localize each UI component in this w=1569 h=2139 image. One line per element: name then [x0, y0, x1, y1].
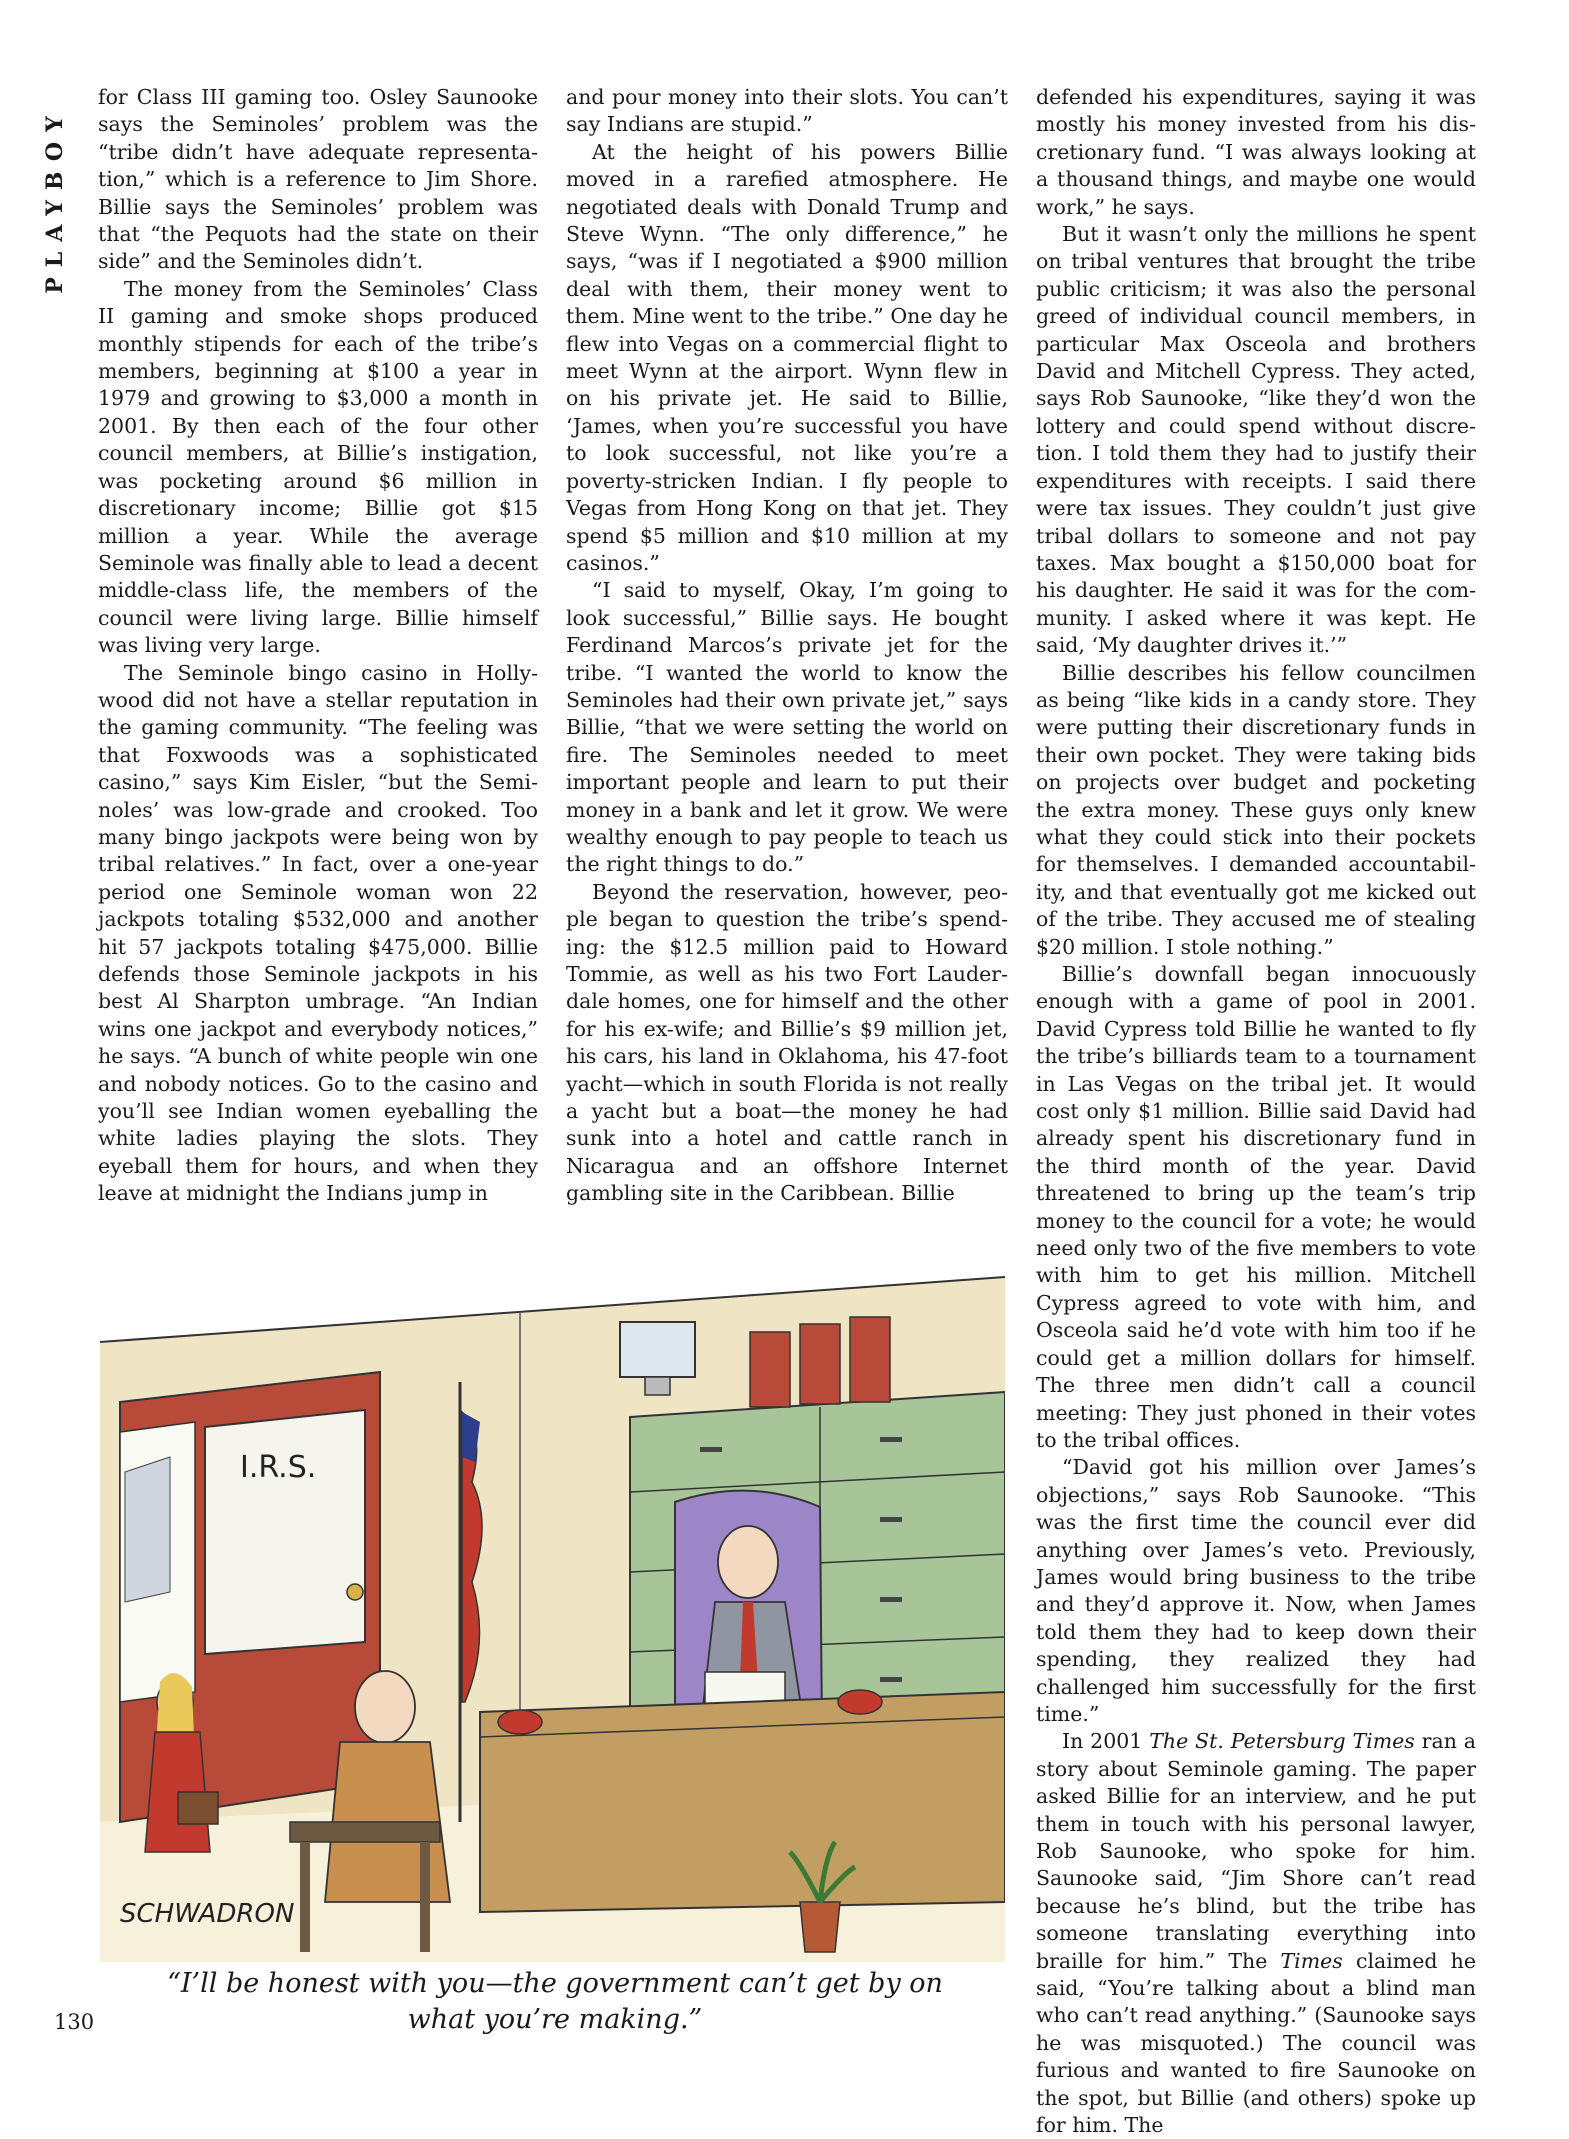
text-column-3: [1036, 84, 1476, 2139]
cartoon-caption: “I’ll be honest with you—the government can’t get by on what you’re making.”: [167, 1968, 943, 2035]
text-column-1: [98, 84, 538, 1208]
paragraph: But it wasn’t only the millions he spent on tribal ventures that brought the tribe public criticism; it was also the personal greed of individual council members, in particular Max Osceola and brothers David and Mitchell Cypress. They acted, says Rob Saunooke, “like they’d won the lottery and could spend without discretion. I told them they had to justify their expenditures with receipts. I said there were tax issues. They couldn’t just give tribal dollars to someone and not pay taxes. Max bought a $150,000 boat for his daughter. He said it was for the community. I asked where it was kept. He said, ‘My daughter drives it.’”: [1036, 222, 1476, 658]
paragraph-with-italics: In 2001 The St. Petersburg Times ran a story about Seminole gaming. The paper asked Billie for an interview, and he put them in touch with his personal lawyer, Rob Saunooke, who spoke for him. Saunooke said, “Jim Shore can’t read because he’s blind, but the tribe has someone translating everything into braille for him.” The Times claimed he said, “You’re talking about a blind man who can’t read anything.” (Saunooke says he was misquoted.) The council was furious and wanted to fire Saunooke on the spot, but Billie (and others) spoke up for him. The: [1036, 1729, 1476, 2138]
paragraph: Billie’s downfall began innocuously enough with a game of pool in 2001. David Cypress told Billie he wanted to fly the tribe’s billiards team to a tournament in Las Vegas on the tribal jet. It would cost only $1 million. Billie said David had already spent his discretionary fund in the third month of the year. David threatened to bring up the team’s trip money to the council for a vote; he would need only two of the five members to vote with him to get his million. Mitchell Cypress agreed to vote with him, and Osceola said he’d vote with him too if he could get a million dollars for himself. The three men didn’t call a council meeting: They just phoned in their votes to the tribal offices.: [1036, 962, 1476, 1452]
paragraph: defended his expenditures, saying it was mostly his money invested from his discretionary fund. “I was always looking at a thousand things, and maybe one would work,” he says.: [1036, 85, 1476, 219]
paragraph: Billie describes his fellow councilmen as being “like kids in a candy store. They were putting their discretionary funds in their own pocket. They were taking bids on projects over budget and pocketing the extra money. These guys only knew what they could stick into their pockets for themselves. I demanded accountability, and that eventually got me kicked out of the tribe. They accused me of stealing $20 million. I stole nothing.”: [1036, 660, 1476, 959]
paragraph: The Seminole bingo casino in Hollywood did not have a stellar reputation in the gaming community. “The feeling was that Foxwoods was a sophisticated casino,” says Kim Eisler, “but the Seminoles’ was low-grade and crooked. Too many bingo jackpots were being won by tribal relatives.” In fact, over a one-year period one Seminole woman won 22 jackpots totaling $532,000 and another hit 57 jackpots totaling $475,000. Billie defends those Seminole jackpots in his best Al Sharpton umbrage. “An Indian wins one jackpot and everybody notices,” he says. “A bunch of white people win one and nobody notices. Go to the casino and you’ll see Indian women eyeballing the white ladies playing the slots. They eyeball them for hours, and when they leave at midnight the Indians jump in: [98, 660, 538, 1206]
publication-title: The St. Petersburg Times: [1149, 1729, 1415, 1754]
paragraph: “David got his million over James’s objections,” says Rob Saunooke. “This was the first time the council ever did anything over James’s veto. Previously, James would bring business to the tribe and they’d approve it. Now, when James told them they had to keep down their spending, they realized they had challenged him successfully for the first time.”: [1036, 1455, 1476, 1726]
page-number: 130: [54, 2010, 95, 2034]
paragraph: The money from the Seminoles’ Class II gaming and smoke shops produced monthly stipends for each of the tribe’s members, beginning at $100 a year in 1979 and growing to $3,000 a month in 2001. By then each of the four other council members, at Billie’s instigation, was pocketing around $6 million in discretionary income; Billie got $15 million a year. While the average Seminole was finally able to lead a decent middle-class life, the members of the council were living large. Billie himself was living very large.: [98, 276, 538, 658]
paragraph: “I said to myself, Okay, I’m going to look successful,” Billie says. He bought Ferdinand Marcos’s private jet for the tribe. “I wanted the world to know the Seminoles had their own private jet,” says Billie, “that we were setting the world on fire. The Seminoles needed to meet important people and learn to put their money in a bank and let it grow. We were wealthy enough to pay people to teach us the right things to do.”: [566, 578, 1008, 877]
cartoonist-signature: SCHWADRON: [120, 1899, 295, 1929]
paragraph: At the height of his powers Billie moved in a rarefied atmosphere. He negotiated deals with Donald Trump and Steve Wynn. “The only difference,” he says, “was if I negotiated a $900 million deal with them, their money went to them. Mine went to the tribe.” One day he flew into Vegas on a commercial flight to meet Wynn at the airport. Wynn flew in on his private jet. He said to Billie, ‘James, when you’re successful you have to look successful, not like you’re a poverty-stricken Indian. I fly people to Vegas from Hong Kong on that jet. They spend $5 million and $10 million at my casinos.”: [566, 139, 1008, 575]
paragraph: Beyond the reservation, however, people began to question the tribe’s spending: the $12.5 million paid to Howard Tommie, as well as his two Fort Lauderdale homes, one for himself and the other for his ex-wife; and Billie’s $9 million jet, his cars, his land in Oklahoma, his 47-foot yacht—which in south Florida is not really a yacht but a boat—the money he had sunk into a hotel and cattle ranch in Nicaragua and an offshore Internet gambling site in the Caribbean. Billie: [566, 879, 1008, 1206]
magazine-name: PLAYBOY: [42, 106, 68, 294]
paragraph: for Class III gaming too. Osley Saunooke says the Seminoles’ problem was the “tribe didn’t have adequate representation,” which is a reference to Jim Shore. Billie says the Seminoles’ problem was that “the Pequots had the state on their side” and the Seminoles didn’t.: [98, 85, 538, 274]
text-column-2: [566, 84, 1008, 1208]
magazine-sidebar-label: [40, 80, 70, 320]
paragraph: and pour money into their slots. You can’t say Indians are stupid.”: [566, 85, 1008, 137]
door-sign-text: I.R.S.: [240, 1450, 317, 1485]
cartoon-illustration: [100, 1262, 1005, 1962]
publication-title-short: Times: [1280, 1948, 1343, 1973]
